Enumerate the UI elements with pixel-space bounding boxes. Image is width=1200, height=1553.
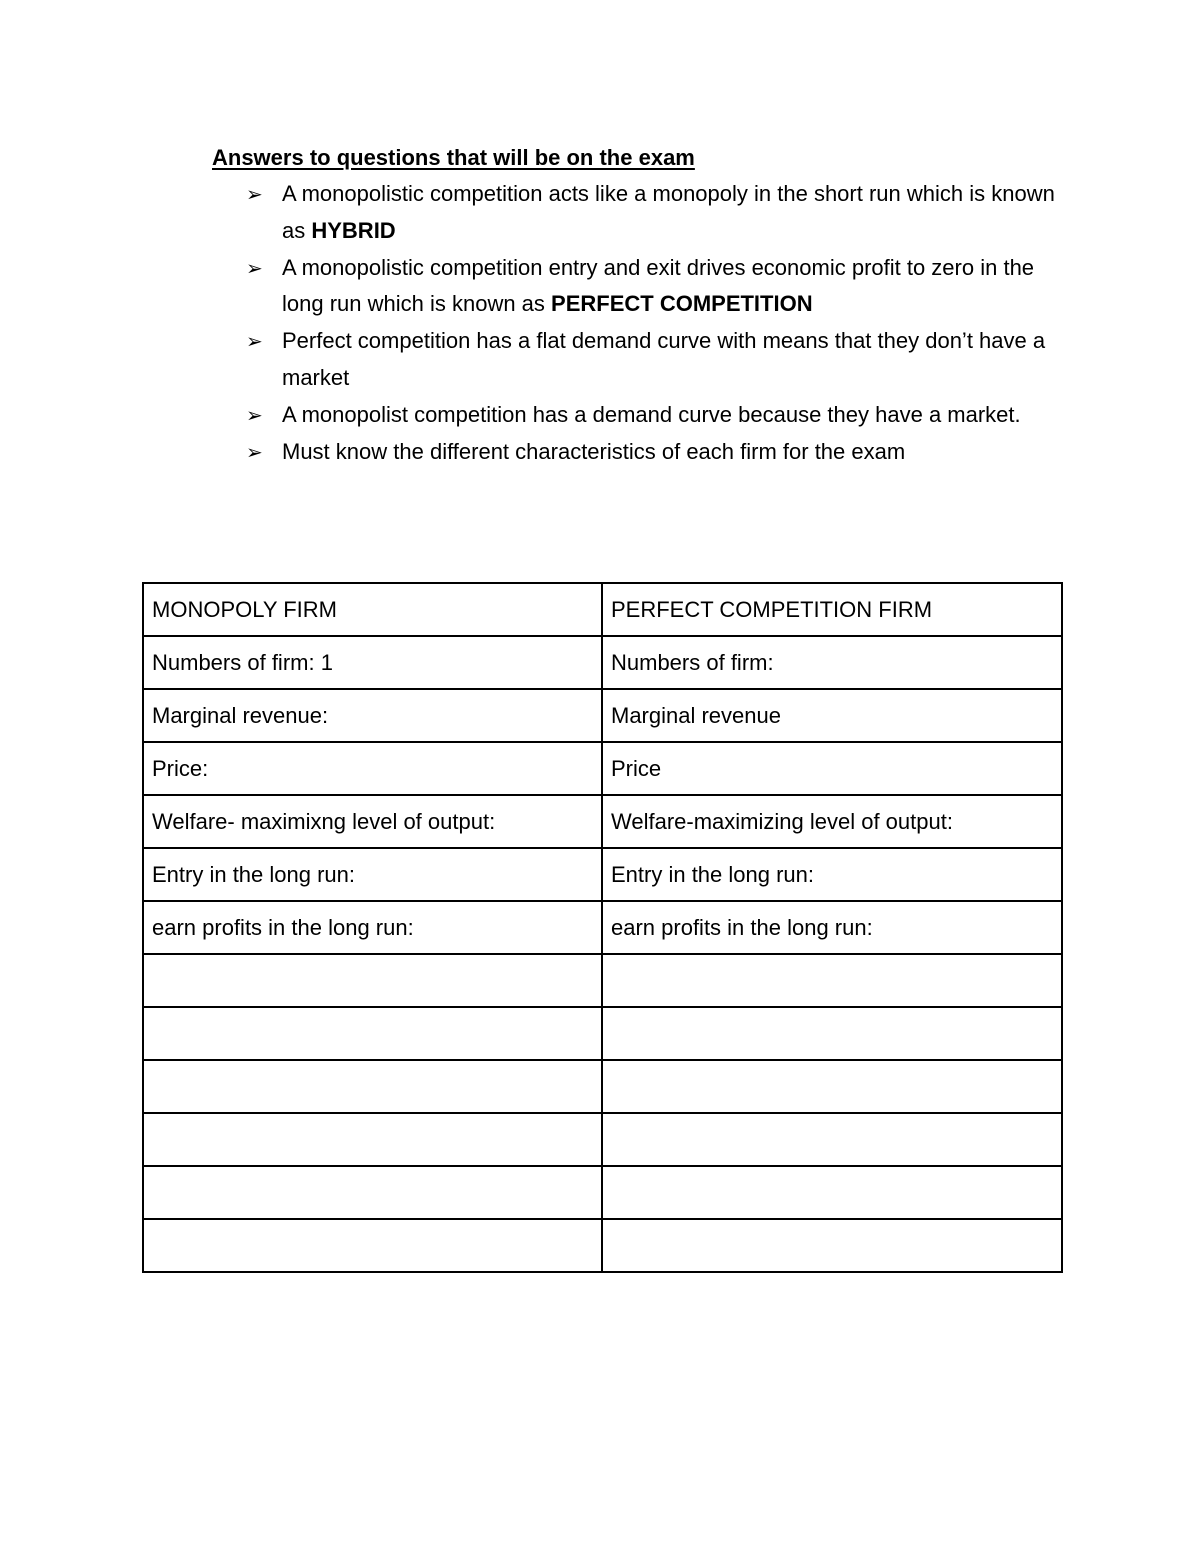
table-cell: Numbers of firm: 1 xyxy=(143,636,602,689)
list-item xyxy=(246,176,1076,250)
table-row xyxy=(143,636,1062,689)
arrow-bullet-icon: ➢ xyxy=(246,329,263,354)
bullet-text: Perfect competition has a flat demand curve with means that they don’t have a market xyxy=(282,328,1046,390)
table-row xyxy=(143,1007,1062,1060)
table-row xyxy=(143,1113,1062,1166)
table-cell xyxy=(602,1166,1062,1219)
bullet-text: Must know the different characteristics of each firm for the exam xyxy=(282,438,906,464)
bullet-text: A monopolistic competition entry and exit drives economic profit to zero in the long run which is known as xyxy=(282,254,1035,317)
bullet-text: A monopolist competition has a demand curve because they have a market. xyxy=(282,401,1021,427)
arrow-bullet-icon: ➢ xyxy=(246,182,263,206)
table-cell: Marginal revenue xyxy=(602,689,1062,742)
firm-comparison-table xyxy=(142,582,1063,1273)
table-cell xyxy=(602,1219,1062,1272)
page-heading: Answers to questions that will be on the exam xyxy=(212,145,695,170)
table-cell xyxy=(143,1219,602,1272)
arrow-bullet-icon: ➢ xyxy=(246,439,263,464)
table-row xyxy=(143,742,1062,795)
table-cell: Price xyxy=(602,742,1062,795)
table-cell xyxy=(143,1166,602,1219)
table-cell: earn profits in the long run: xyxy=(602,901,1062,954)
table-row xyxy=(143,848,1062,901)
table-cell: Numbers of firm: xyxy=(602,636,1062,689)
bullet-emphasis: HYBRID xyxy=(311,217,396,243)
answers-list xyxy=(246,176,1076,470)
arrow-bullet-icon: ➢ xyxy=(246,402,263,427)
table-header-cell: PERFECT COMPETITION FIRM xyxy=(602,583,1062,636)
table-cell: Entry in the long run: xyxy=(143,848,602,901)
table-row xyxy=(143,954,1062,1007)
table-row xyxy=(143,1219,1062,1272)
table-row xyxy=(143,1166,1062,1219)
bullet-text: A monopolistic competition acts like a monopoly in the short run which is known as xyxy=(282,181,1055,243)
table-cell xyxy=(143,1060,602,1113)
table-cell: earn profits in the long run: xyxy=(143,901,602,954)
table-row xyxy=(143,901,1062,954)
table-cell xyxy=(143,1113,602,1166)
table-cell xyxy=(143,1007,602,1060)
table-header-row xyxy=(143,583,1062,636)
table-row xyxy=(143,689,1062,742)
table-cell xyxy=(602,1007,1062,1060)
table-cell: Welfare- maximixng level of output: xyxy=(143,795,602,848)
table-cell xyxy=(602,1113,1062,1166)
table-cell xyxy=(602,1060,1062,1113)
bullet-emphasis: PERFECT COMPETITION xyxy=(551,291,813,317)
table-row xyxy=(143,1060,1062,1113)
table-cell: Entry in the long run: xyxy=(602,848,1062,901)
table-cell xyxy=(143,954,602,1007)
list-item xyxy=(246,397,1076,434)
table-cell: Marginal revenue: xyxy=(143,689,602,742)
arrow-bullet-icon: ➢ xyxy=(246,255,263,280)
list-item xyxy=(246,434,1076,471)
table-body xyxy=(143,583,1062,1272)
list-item xyxy=(246,323,1076,397)
table-header-cell: MONOPOLY FIRM xyxy=(143,583,602,636)
table-cell: Welfare-maximizing level of output: xyxy=(602,795,1062,848)
table-row xyxy=(143,795,1062,848)
table-cell: Price: xyxy=(143,742,602,795)
list-item xyxy=(246,250,1076,324)
table-cell xyxy=(602,954,1062,1007)
